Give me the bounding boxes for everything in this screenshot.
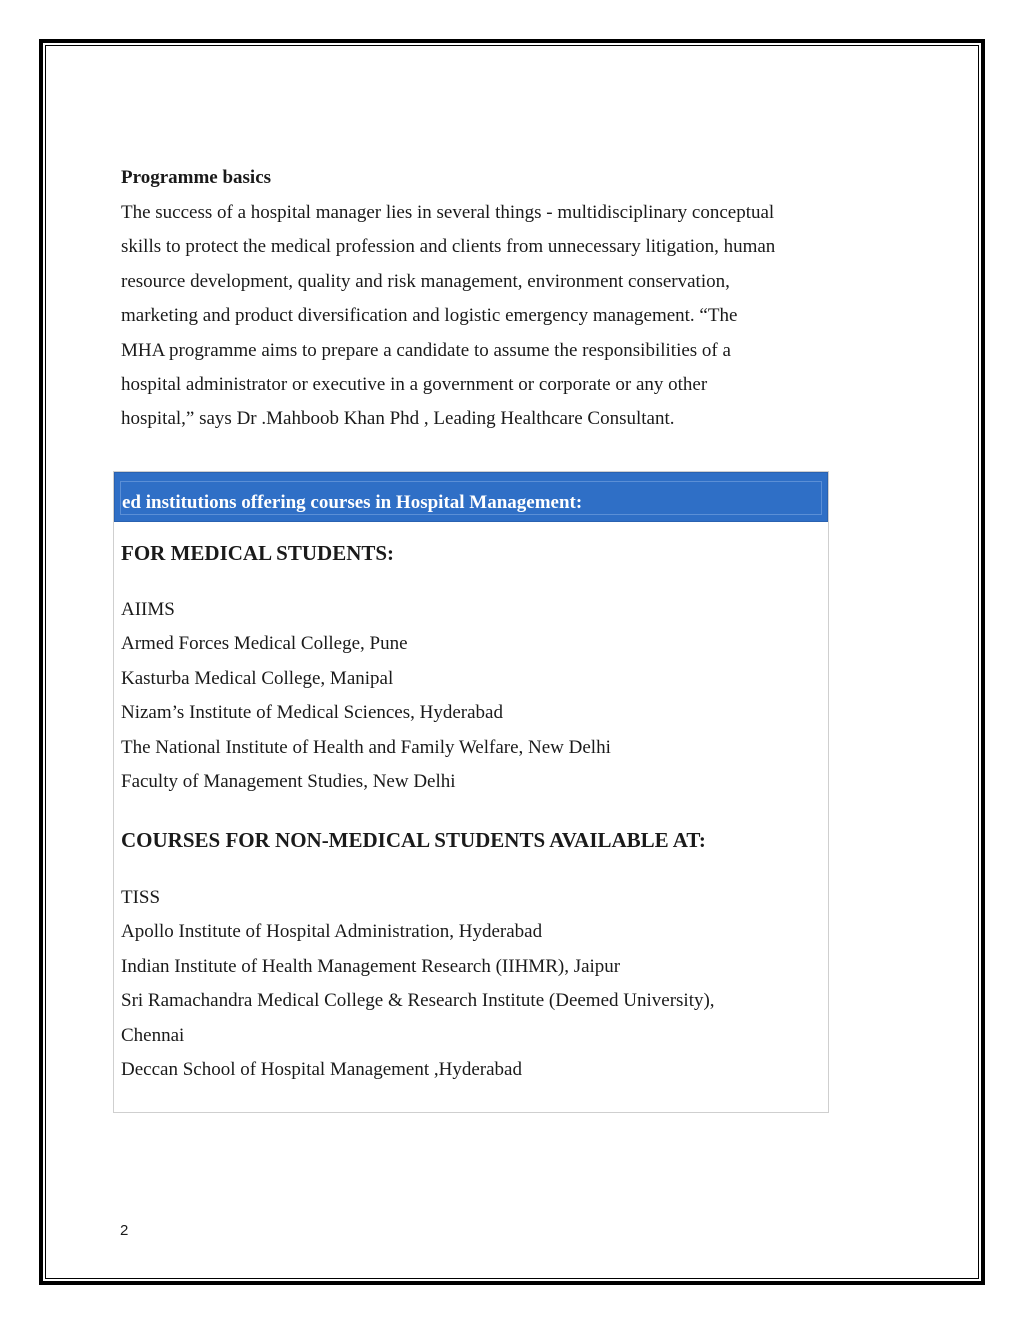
list-item: Nizam’s Institute of Medical Sciences, Hyderabad	[121, 702, 503, 724]
paragraph-line: The success of a hospital manager lies in several things - multidisciplinary conceptual	[121, 202, 775, 223]
institutions-header-bar	[114, 472, 828, 522]
non-medical-institutions-list	[121, 881, 715, 1087]
paragraph-line: resource development, quality and risk management, environment conservation,	[121, 270, 730, 292]
paragraph-line: hospital,” says Dr .Mahboob Khan Phd , Leading Healthcare Consultant.	[121, 408, 675, 430]
paragraph-line: skills to protect the medical profession and clients from unnecessary litigation, human	[121, 236, 776, 258]
institutions-header-title: ed institutions offering courses in Hospital Management:	[122, 492, 583, 513]
non-medical-students-heading: COURSES FOR NON-MEDICAL STUDENTS AVAILABLE AT:	[121, 828, 706, 852]
programme-paragraph	[121, 196, 911, 437]
list-item: AIIMS	[121, 599, 175, 620]
list-item: Indian Institute of Health Management Research (IIHMR), Jaipur	[121, 955, 621, 977]
list-item: Deccan School of Hospital Management ,Hyderabad	[121, 1059, 522, 1081]
list-item: Armed Forces Medical College, Pune	[121, 633, 408, 655]
programme-heading: Programme basics	[121, 167, 272, 188]
list-item: Kasturba Medical College, Manipal	[121, 667, 394, 689]
list-item: Faculty of Management Studies, New Delhi	[121, 771, 456, 793]
paragraph-line: marketing and product diversification and logistic emergency management. “The	[121, 305, 738, 327]
list-item: The National Institute of Health and Family Welfare, New Delhi	[121, 736, 611, 758]
list-item: Chennai	[121, 1024, 185, 1046]
medical-institutions-list	[121, 593, 611, 799]
list-item: TISS	[121, 887, 161, 908]
page-number: 2	[120, 1222, 129, 1239]
list-item: Apollo Institute of Hospital Administration, Hyderabad	[121, 921, 543, 943]
medical-students-heading: FOR MEDICAL STUDENTS:	[121, 541, 395, 565]
paragraph-line: MHA programme aims to prepare a candidate to assume the responsibilities of a	[121, 339, 731, 361]
list-item: Sri Ramachandra Medical College & Research Institute (Deemed University),	[121, 990, 715, 1012]
paragraph-line: hospital administrator or executive in a government or corporate or any other	[121, 374, 708, 396]
institutions-box	[113, 471, 829, 1113]
